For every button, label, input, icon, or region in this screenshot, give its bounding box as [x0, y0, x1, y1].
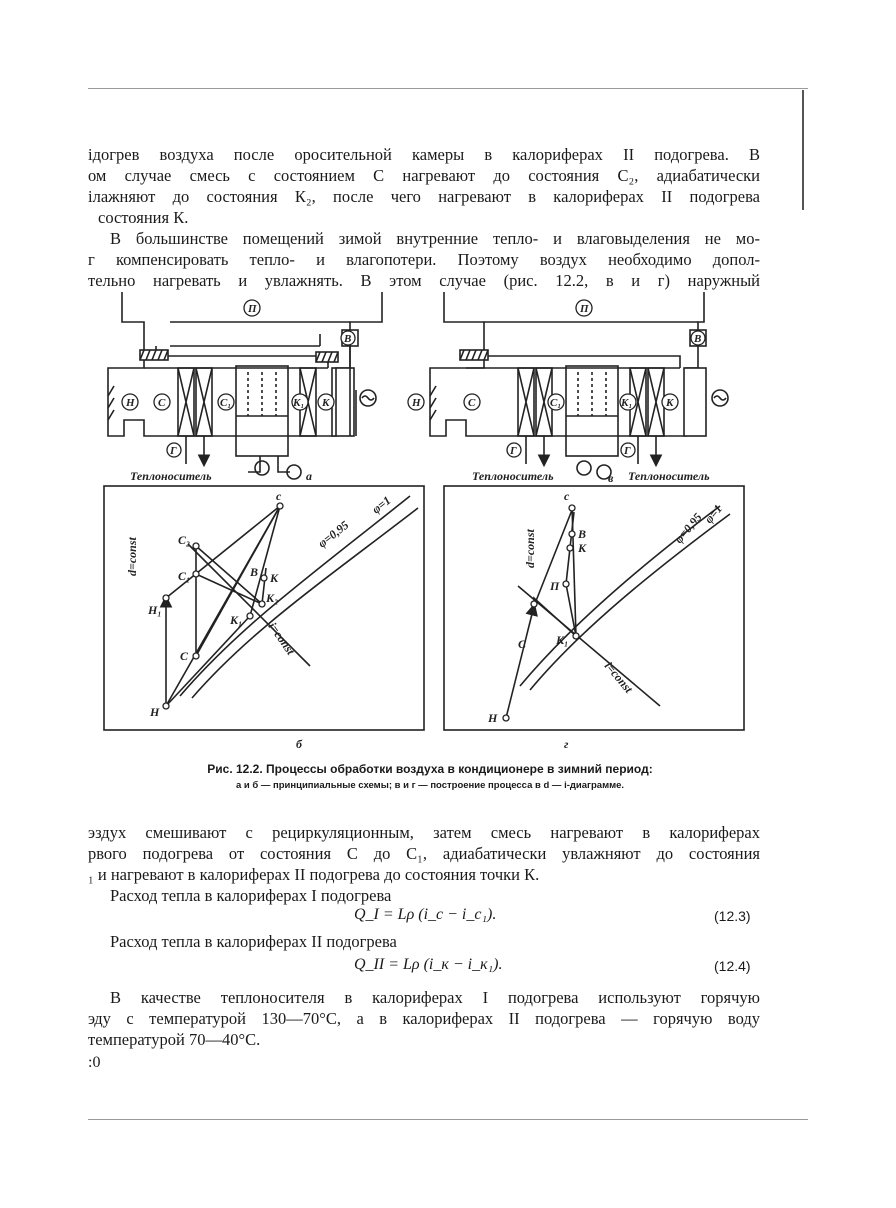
- text-line: Расход тепла в калориферах I подогрева: [110, 886, 392, 905]
- phi-1-label: φ=1: [701, 501, 726, 526]
- point-K1: К₁: [556, 633, 569, 647]
- label-V: В: [694, 333, 702, 345]
- top-rule: [88, 88, 808, 89]
- text-line: состояния К.: [98, 208, 189, 227]
- caption-line-1: Рис. 12.2. Процессы обработки воздуха в кондиционере в зимний период:: [207, 762, 653, 776]
- text-line: г компенсировать тепло- и влагопотери. Поэтому воздух необходимо допол-: [88, 250, 760, 269]
- heat-carrier-label: Теплоноситель: [628, 469, 710, 483]
- label-N: Н: [126, 397, 135, 409]
- label-K1: К₁: [621, 397, 633, 409]
- phi-095-label: φ=0,95: [315, 517, 352, 551]
- bottom-rule: [88, 1119, 808, 1120]
- d-const-label: d=const: [523, 529, 537, 568]
- scheme-letter: в: [608, 471, 614, 485]
- text-line: рвого подогрева от состояния С до С₁, адиабатически увлажняют до состояния: [88, 844, 760, 863]
- point-K: К: [270, 571, 279, 585]
- label-S: С: [158, 397, 166, 409]
- label-S: С: [468, 397, 476, 409]
- d-const-label: d=const: [125, 537, 139, 576]
- paragraph-2: [88, 228, 760, 291]
- label-P: П: [580, 303, 589, 315]
- label-G: Г: [624, 445, 631, 457]
- scheme-v: [430, 292, 728, 479]
- label-K1: К₁: [293, 397, 305, 409]
- point-N: Н: [488, 711, 498, 725]
- text-line: ₁ и нагревают в калориферах II подогрева до состояния точки К.: [88, 865, 540, 884]
- label-V: В: [344, 333, 352, 345]
- figure-12-2: [100, 286, 760, 756]
- label-G: Г: [170, 445, 177, 457]
- i-const-label: i=const: [265, 619, 298, 658]
- label-K: К: [322, 397, 330, 409]
- text-line: ом случае смесь с состоянием С нагревают до состояния С₂, адиабатически: [88, 166, 760, 185]
- point-c: с: [564, 489, 570, 503]
- text-line: ідогрев воздуха после оросительной камеры в калориферах II подогрева. В: [88, 145, 760, 164]
- formula-12-3: Q_I = Lρ (i_c − i_c₁).: [354, 906, 497, 923]
- point-K1: К₁: [230, 613, 243, 627]
- label-S1: С₁: [220, 397, 232, 409]
- q1-intro: [88, 885, 760, 906]
- point-V: В: [578, 527, 587, 541]
- point-K2: К₂: [266, 591, 279, 605]
- text-line: тельно нагревать и увлажнять. В этом случае (рис. 12.2, в и г) наружный: [88, 271, 760, 290]
- point-S: С: [180, 649, 189, 663]
- paragraph-4: [88, 987, 760, 1050]
- label-S1: С₁: [550, 397, 562, 409]
- point-S: С: [518, 637, 527, 651]
- diagram-letter: г: [564, 737, 569, 751]
- i-const-label: i=const: [601, 658, 636, 696]
- text-line: температурой 70—40°С.: [88, 1030, 261, 1049]
- point-N: Н: [150, 705, 160, 719]
- diagram-g-points: [487, 489, 725, 751]
- text-line: Расход тепла в калориферах II подогрева: [110, 932, 397, 951]
- scheme-letter: а: [306, 469, 312, 483]
- label-N: Н: [412, 397, 421, 409]
- label-G: Г: [510, 445, 517, 457]
- heat-carrier-label: Теплоноситель: [130, 469, 212, 483]
- point-K: К: [578, 541, 587, 555]
- formula-number: (12.4): [714, 958, 751, 974]
- phi-1-label: φ=1: [369, 493, 394, 517]
- q2-intro: [88, 931, 760, 952]
- point-V: В: [250, 565, 259, 579]
- text-line: эздух смешивают с рециркуляционным, затем смесь нагревают в калориферах: [88, 823, 760, 842]
- paragraph-1: [88, 144, 760, 228]
- point-S1: С₁: [178, 569, 191, 583]
- point-S2: С₂: [178, 533, 191, 547]
- text-line: В качестве теплоносителя в калориферах I подогрева используют горячую: [110, 988, 760, 1007]
- label-P: П: [248, 303, 257, 315]
- figure-caption: [100, 762, 760, 791]
- scheme-a: [108, 292, 382, 479]
- point-c: с: [276, 489, 282, 503]
- point-P: П: [550, 579, 560, 593]
- formula-number: (12.3): [714, 908, 751, 924]
- label-K: К: [666, 397, 674, 409]
- text-line: В большинстве помещений зимой внутренние тепло- и влаговыделения не мо-: [110, 229, 760, 248]
- text-line: эду с температурой 130—70°С, а в калориферах II подогрева — горячую воду: [88, 1009, 760, 1028]
- text-line: ілажняют до состояния К₂, после чего нагревают в калориферах II подогрева: [88, 187, 760, 206]
- figure-drawing: [100, 286, 760, 756]
- margin-line: [802, 90, 804, 210]
- formula-12-4: Q_II = Lρ (i_к − i_к₁).: [354, 956, 503, 973]
- page-number: :0: [88, 1054, 101, 1071]
- diagram-letter: б: [296, 737, 302, 751]
- phi-095-label: φ=0,95: [671, 510, 705, 546]
- point-N1: Н₁: [148, 603, 162, 617]
- caption-line-2: а и б — принципиальные схемы; в и г — построение процесса в d — i-диаграмме.: [235, 780, 625, 791]
- paragraph-3: [88, 822, 760, 885]
- heat-carrier-label: Теплоноситель: [472, 469, 554, 483]
